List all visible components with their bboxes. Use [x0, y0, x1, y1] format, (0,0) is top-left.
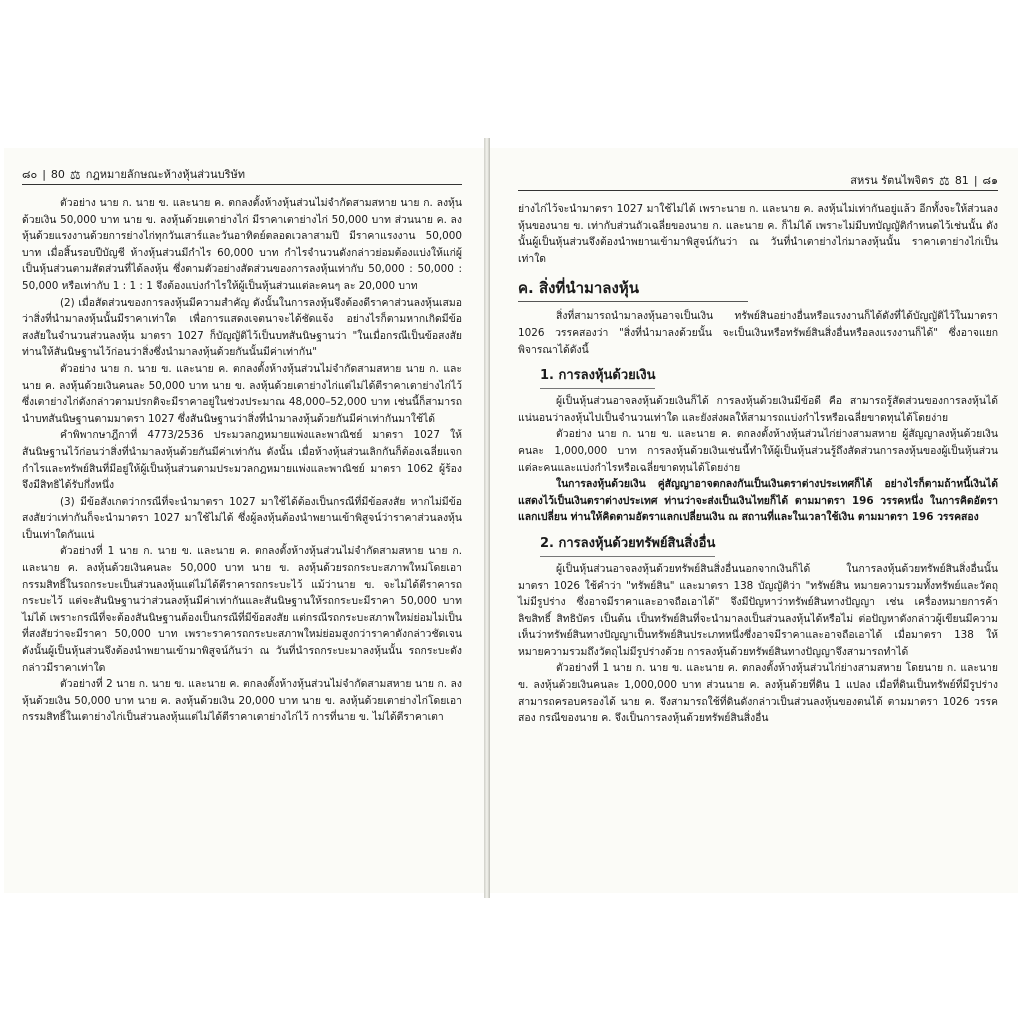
header-divider: | — [42, 168, 46, 181]
right-page — [490, 148, 1018, 893]
left-page — [4, 148, 484, 893]
paragraph: ย่างไก่ไว้จะนำมาตรา 1027 มาใช้ไม่ได้ เพราะนาย ก. และนาย ค. ลงหุ้นไม่เท่ากันอยู่แล้ว อีกทั้งจะให้ส่วนลงหุ้นของนาย ข. เท่ากับส่วนถัวเฉลี่ยของนาย ก. และนาย ค. ก็ไม่ได้ เพราะไม่มีบทบัญญัติกำหนดไว้เช่นนั้น ดังนั้นผู้เป็นหุ้นส่วนจึงต้องนำพยานเข้ามาพิสูจน์กันว่า ณ วันที่นำเตาย่างไก่มาลงหุ้นนั้น ราคาเตาย่างไก่เป็นเท่าใด — [518, 203, 998, 265]
paragraph: ตัวอย่าง นาย ก. นาย ข. และนาย ค. ตกลงตั้งห้างหุ้นส่วนไก่ย่างสามสหาย ผู้สัญญาลงหุ้นด้วยเงินคนละ 1,000,000 บาท การลงหุ้นด้วยเงินเช่นนี้ทำให้ผู้เป็นหุ้นส่วนรู้ถึงสัดส่วนการลงหุ้นของผู้เป็นหุ้นส่วนแต่ละคนและแบ่งกำไรหรือเฉลี่ยขาดทุนได้โดยง่าย — [518, 428, 998, 474]
paragraph: ตัวอย่างที่ 1 นาย ก. นาย ข. และนาย ค. ตกลงตั้งห้างหุ้นส่วนไก่ย่างสามสหาย โดยนาย ก. และนาย ข. ลงหุ้นด้วยเงินคนละ 1,000,000 บาท ส่วนนาย ค. ลงหุ้นด้วยที่ดิน 1 แปลง เมื่อที่ดินเป็นทรัพย์ที่มีรูปร่าง สามารถครอบครองได้ นาย ค. จึงสามารถใช้ที่ดินดังกล่าวเป็นส่วนลงหุ้นของตนได้ ตามมาตรา 1026 วรรคสอง กรณีของนาย ค. จึงเป็นการลงหุ้นด้วยทรัพย์สินสิ่งอื่น — [518, 662, 998, 725]
paragraph: ในการลงหุ้นด้วยเงิน คู่สัญญาอาจตกลงกันเป็นเงินตราต่างประเทศก็ได้ อย่างไรก็ตามถ้าหนี้เงินได้แสดงไว้เป็นเงินตราต่างประเทศ ท่านว่าจะส่งเป็นเงินไทยก็ได้ ตามมาตรา 196 วรรคหนึ่ง ในการคิดอัตราแลกเปลี่ยน ท่านให้คิดตามอัตราแลกเปลี่ยนเงิน ณ สถานที่และในเวลาใช้เงิน ตามมาตรา 196 วรรคสอง — [518, 478, 998, 524]
right-page-header — [518, 174, 998, 191]
paragraph: ผู้เป็นหุ้นส่วนอาจลงหุ้นด้วยเงินก็ได้ การลงหุ้นด้วยเงินมีข้อดี คือ สามารถรู้สัดส่วนของการลงหุ้นได้แน่นอนว่าลงหุ้นไปเป็นจำนวนเท่าใด และยังส่งผลให้สามารถแบ่งกำไรหรือเฉลี่ยขาดทุนได้โดยง่าย — [518, 395, 998, 424]
book-title: กฎหมายลักษณะห้างหุ้นส่วนบริษัท — [85, 168, 245, 181]
paragraph: ตัวอย่างที่ 2 นาย ก. นาย ข. และนาย ค. ตกลงตั้งห้างหุ้นส่วนไม่จำกัดสามสหาย นาย ก. ลงหุ้นด้วยเงิน 50,000 บาท นาย ค. ลงหุ้นด้วยเงิน 20,000 บาท นาย ข. ลงหุ้นด้วยเตาย่างไก่โดยเอากรรมสิทธิ์ในเตาย่างไก่เป็นส่วนลงหุ้นแต่ไม่ได้ตีราคาเตาย่างไก่ไว้ การที่นาย ข. ไม่ได้ตีราคาเตา — [22, 678, 462, 724]
page-number: 80 — [50, 168, 65, 181]
left-page-header — [22, 168, 462, 185]
paragraph: (3) มีข้อสังเกตว่ากรณีที่จะนำมาตรา 1027 มาใช้ได้ต้องเป็นกรณีที่มีข้อสงสัย หากไม่มีข้อสงสัยว่าเท่ากันก็จะนำมาตรา 1027 มาใช้ไม่ได้ ซึ่งผู้ลงหุ้นต้องนำพยานเข้าพิสูจน์ว่าราคาส่วนลงหุ้นเป็นเท่าใดกันแน่ — [22, 495, 462, 541]
paragraph: ตัวอย่าง นาย ก. นาย ข. และนาย ค. ตกลงตั้งห้างหุ้นส่วนไม่จำกัดสามสหาย นาย ก. ลงหุ้นด้วยเงิน 50,000 บาท นาย ข. ลงหุ้นด้วยเตาย่างไก่ มีราคาเตาย่างไก่ 50,000 บาท ส่วนนาย ค. ลงหุ้นด้วยแรงงานด้วยการย่างไก่ทุกวันเสาร์และวันอาทิตย์ตลอดเวลาสามปี มีราคาแรงงาน 50,000 บาท เมื่อสิ้นรอบปีบัญชี ห้างหุ้นส่วนมีกำไร 60,000 บาท กำไรจำนวนดังกล่าวย่อมต้องแบ่งให้แก่ผู้เป็นหุ้นส่วนตามสัดส่วนที่ได้ลงหุ้น ซึ่งตามตัวอย่างสัดส่วนของการลงหุ้นเท่ากับ 50,000 : 50,000 : 50,000 หรือเท่ากับ 1 : 1 : 1 จึงต้องแบ่งกำไรให้ผู้เป็นหุ้นส่วนแต่ละคนๆ ละ 20,000 บาท — [22, 197, 462, 292]
page-number-thai: ๘๑ — [982, 174, 998, 187]
right-page-body — [518, 201, 998, 727]
paragraph: ผู้เป็นหุ้นส่วนอาจลงหุ้นด้วยทรัพย์สินสิ่งอื่นนอกจากเงินก็ได้ ในการลงหุ้นด้วยทรัพย์สินสิ่งอื่นนั้น มาตรา 1026 ใช้คำว่า "ทรัพย์สิน" และมาตรา 138 บัญญัติว่า "ทรัพย์สิน หมายความรวมทั้งทรัพย์และวัตถุไม่มีรูปร่าง ซึ่งอาจมีราคาและอาจถือเอาได้" จึงมีปัญหาว่าทรัพย์สินทางปัญญา เช่น เครื่องหมายการค้า ลิขสิทธิ์ สิทธิบัตร เป็นต้น เป็นทรัพย์สินที่จะนำมาลงเป็นส่วนลงหุ้นได้หรือไม่ ต่อปัญหาดังกล่าวผู้เขียนมีความเห็นว่าทรัพย์สินทางปัญญาเป็นทรัพย์สินประเภทหนึ่งซึ่งอาจมีราคาและอาจถือเอาได้ เมื่อมาตรา 138 ให้หมายความรวมถึงวัตถุไม่มีรูปร่างด้วย การลงหุ้นด้วยทรัพย์สินทางปัญญาจึงสามารถทำได้ — [518, 562, 998, 658]
header-divider: | — [973, 174, 978, 187]
paragraph: (2) เมื่อสัดส่วนของการลงหุ้นมีความสำคัญ ดังนั้นในการลงหุ้นจึงต้องดีราคาส่วนลงหุ้นเสมอว่าสิ่งที่นำมาลงหุ้นนั้นมีราคาเท่าใด เพื่อการแสดงเจตนาจะได้ชัดแจ้ง อย่างไรก็ตามหากเกิดมีข้อสงสัยในจำนวนส่วนลงหุ้น มาตรา 1027 ก็บัญญัติไว้เป็นบทสันนิษฐานว่า "ในเมื่อกรณีเป็นข้อสงสัย ท่านให้สันนิษฐานไว้ก่อนว่าสิ่งซึ่งนำมาลงหุ้นด้วยกันนั้นมีค่าเท่ากัน" — [22, 296, 462, 359]
paragraph: สิ่งที่สามารถนำมาลงหุ้นอาจเป็นเงิน ทรัพย์สินอย่างอื่นหรือแรงงานก็ได้ดังที่ได้บัญญัติไว้ในมาตรา 1026 วรรคสองว่า "สิ่งที่นำมาลงด้วยนั้น จะเป็นเงินหรือทรัพย์สินสิ่งอื่นหรือลงแรงงานก็ได้" ซึ่งอาจแยกพิจารณาได้ดังนี้ — [518, 310, 998, 356]
page-number-thai: ๘๐ — [22, 168, 38, 181]
left-page-body — [22, 195, 462, 726]
sub-heading: 1. การลงหุ้นด้วยเงิน — [540, 366, 655, 389]
paragraph: ตัวอย่าง นาย ก. นาย ข. และนาย ค. ตกลงตั้งห้างหุ้นส่วนไม่จำกัดสามสหาย นาย ก. และนาย ค. ลงหุ้นด้วยเงินคนละ 50,000 บาท นาย ข. ลงหุ้นด้วยเตาย่างไก่แต่ไม่ได้ตีราคาเตาย่างไก่ไว้ ซึ่งเตาย่างไก่ดังกล่าวตามปรกติจะมีราคาอยู่ในช่วงประมาณ 48,000–52,000 บาท เช่นนี้ก็สามารถนำบทสันนิษฐานตามมาตรา 1027 ซึ่งสันนิษฐานว่าสิ่งที่นำมาลงหุ้นด้วยกันมีค่าเท่ากันมาใช้ได้ — [22, 362, 462, 425]
page-number: 81 — [954, 174, 969, 187]
section-heading: ค. สิ่งที่นำมาลงหุ้น — [518, 277, 748, 302]
scales-of-justice-icon: ⚖ — [939, 174, 950, 188]
paragraph: คำพิพากษาฎีกาที่ 4773/2536 ประมวลกฎหมายแพ่งและพาณิชย์ มาตรา 1027 ให้สันนิษฐานไว้ก่อนว่าสิ่งที่นำมาลงหุ้นด้วยกันมีค่าเท่ากัน ดังนั้น เมื่อห้างหุ้นส่วนเลิกกันก็ต้องเฉลี่ยแจกกำไรและทรัพย์สินที่มีอยู่ให้ผู้เป็นหุ้นส่วนตามประมวลกฎหมายแพ่งและพาณิชย์ มาตรา 1062 ผู้ร้องจึงมีสิทธิได้รับกึ่งหนึ่ง — [22, 429, 462, 492]
paragraph: ตัวอย่างที่ 1 นาย ก. นาย ข. และนาย ค. ตกลงตั้งห้างหุ้นส่วนไม่จำกัดสามสหาย นาย ก. และนาย ค. ลงหุ้นด้วยเงินคนละ 50,000 บาท นาย ข. ลงหุ้นด้วยรถกระบะสภาพใหม่โดยเอากรรมสิทธิ์ในรถกระบะเป็นส่วนลงหุ้นแต่ไม่ได้ตีราคารถกระบะไว้ แม้ว่านาย ข. จะไม่ได้ตีราคารถกระบะไว้ แต่จะสันนิษฐานว่าส่วนลงหุ้นมีค่าเท่ากันและสันนิษฐานให้รถกระบะมีราคา 50,000 บาทไม่ได้ เพราะกรณีที่จะต้องสันนิษฐานต้องเป็นกรณีที่มีข้อสงสัย แต่กรณีรถกระบะสภาพใหม่ย่อมไม่เป็นที่สงสัยว่าจะมีราคา 50,000 บาท เพราะราคารถกระบะสภาพใหม่ย่อมสูงกว่าราคาดังกล่าวชัดเจน ดังนั้นผู้เป็นหุ้นส่วนจึงต้องนำพยานเข้ามาพิสูจน์กันว่า ณ วันที่นำรถกระบะมาลงหุ้นนั้น รถกระบะดังกล่าวมีราคาเท่าใด — [22, 545, 462, 674]
scales-of-justice-icon: ⚖ — [69, 168, 81, 182]
sub-heading: 2. การลงหุ้นด้วยทรัพย์สินสิ่งอื่น — [540, 534, 715, 557]
author-name: สหรน รัตนไพจิตร — [850, 174, 935, 187]
